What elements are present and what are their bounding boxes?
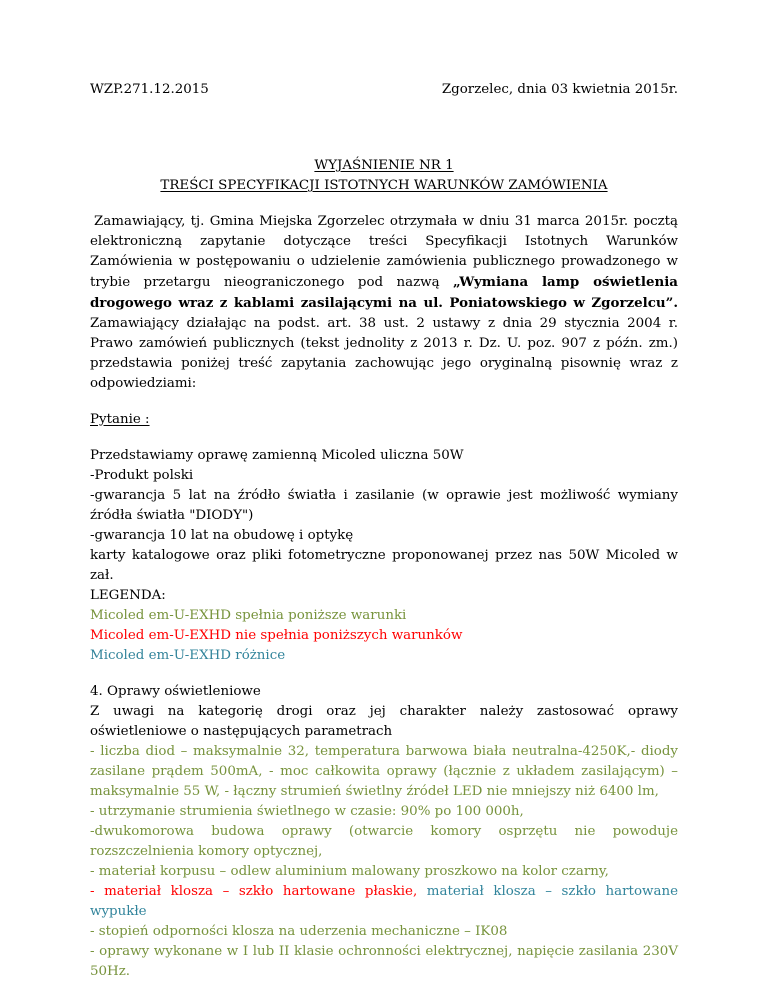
section-4-intro: Z uwagi na kategorię drogi oraz jej charakter należy zastosować oprawy oświetleniowe o następujących parametrach [90,704,678,739]
requirement-item-6: - stopień odporności klosza na uderzenia mechaniczne – IK08 [90,924,508,939]
document-header [90,80,678,100]
title-line-2: TREŚCI SPECYFIKACJI ISTOTNYCH WARUNKÓW ZAMÓWIENIA [160,178,608,193]
legend-title: LEGENDA: [90,588,166,603]
question-line-4: -gwarancja 10 lat na obudowę i optykę [90,528,354,543]
title-line-1: WYJAŚNIENIE NR 1 [314,158,454,173]
place-and-date: Zgorzelec, dnia 03 kwietnia 2015r. [441,82,678,97]
question-body [90,446,678,666]
intro-text-1: Zamawiający, tj. Gmina Miejska Zgorzelec otrzymała w dniu 31 marca 2015r. pocztą elektroniczną zapytanie dotyczące treści Specyfikacji Istotnych Warunków Zamówienia w postępowaniu o udzielenie zamówienia publicznego prowadzonego w trybie przetargu nieograniczonego pod nazwą [90,214,678,290]
document-title [90,156,678,196]
requirement-item-4: - materiał korpusu – odlew aluminium malowany proszkowo na kolor czarny, [90,864,609,879]
requirement-item-7: - oprawy wykonane w I lub II klasie ochronności elektrycznej, napięcie zasilania 230V 50Hz. [90,944,678,979]
intro-text-2: Zamawiający działając na podst. art. 38 ust. 2 ustawy z dnia 29 stycznia 2004 r. Prawo zamówień publicznych (tekst jednolity z 2013 r. Dz. U. poz. 907 z późn. zm.) przedstawia poniżej treść zapytania zachowując jego oryginalną pisownię wraz z odpowiedziami: [90,316,678,391]
question-line-5: karty katalogowe oraz pliki fotometryczne proponowanej przez nas 50W Micoled w zał. [90,548,678,583]
section-4-heading: 4. Oprawy oświetleniowe [90,684,261,699]
requirement-item-5-not-met: - materiał klosza – szkło hartowane płaskie, [90,884,418,899]
reference-number: WZP.271.12.2015 [90,82,209,97]
intro-paragraph [90,212,678,394]
question-line-1: Przedstawiamy oprawę zamienną Micoled uliczna 50W [90,448,464,463]
question-section [90,410,678,430]
question-line-2: -Produkt polski [90,468,194,483]
requirement-item-3: -dwukomorowa budowa oprawy (otwarcie komory osprzętu nie powoduje rozszczelnienia komory optycznej, [90,824,678,859]
legend-meets: Micoled em-U-EXHD spełnia poniższe warunki [90,608,407,623]
question-heading: Pytanie : [90,412,150,427]
legend-not-meets: Micoled em-U-EXHD nie spełnia poniższych warunków [90,628,463,643]
question-line-3: -gwarancja 5 lat na źródło światła i zasilanie (w oprawie jest możliwość wymiany źródła światła "DIODY") [90,488,678,523]
section-4 [90,682,678,982]
legend-differs: Micoled em-U-EXHD różnice [90,648,286,663]
document-page [90,80,678,982]
requirement-item-5 [90,882,678,922]
project-name: „Wymiana lamp oświetlenia drogowego wraz z kablami zasilającymi na ul. Poniatowskiego w Zgorzelcu”. [90,274,678,311]
requirement-item-1: - liczba diod – maksymalnie 32, temperatura barwowa biała neutralna-4250K,- diody zasilane prądem 500mA, - moc całkowita oprawy (łącznie z układem zasilającym) – maksymalnie 55 W, - łączny strumień świetlny źródeł LED nie mniejszy niż 6400 lm, [90,744,678,799]
requirement-item-2: - utrzymanie strumienia świetlnego w czasie: 90% po 100 000h, [90,804,524,819]
requirement-item-5-difference: materiał klosza – szkło hartowane wypukłe [90,884,678,919]
